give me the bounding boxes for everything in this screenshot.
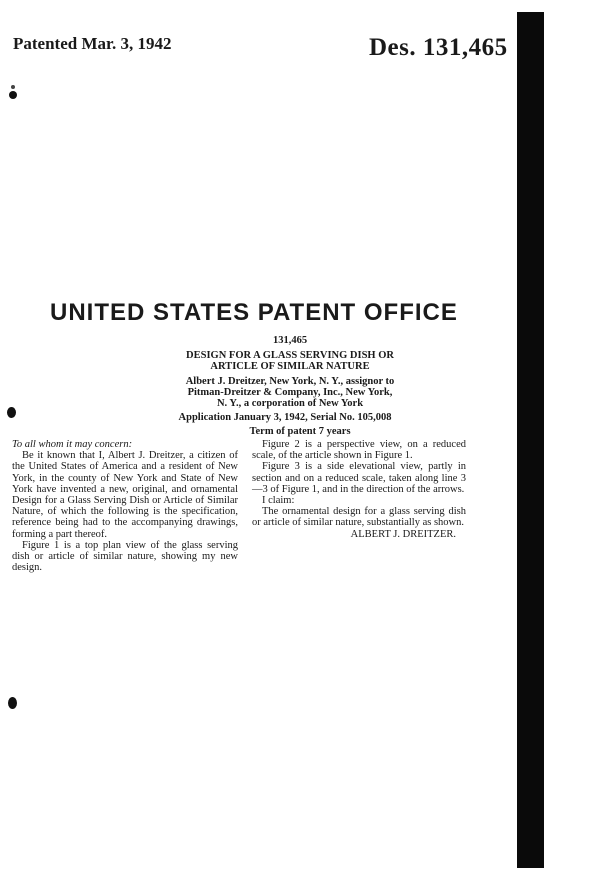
punch-hole-mark xyxy=(9,91,17,99)
paragraph: Figure 1 is a top plan view of the glass serving dish or article of similar nature, showing my new design. xyxy=(12,539,238,574)
office-title: UNITED STATES PATENT OFFICE xyxy=(50,299,458,326)
paragraph: Be it known that I, Albert J. Dreitzer, a citizen of the United States of America and a resident of New York, in the county of New York and State of New York have invented a new, original, and ornamental Design for a Glass Serving Dish or Article of Similar Nature, of which the following is the specification, reference being had to the accompanying drawings, forming a part thereof. xyxy=(12,450,238,540)
patented-date: Patented Mar. 3, 1942 xyxy=(13,34,172,53)
claim-heading: I claim: xyxy=(262,495,295,507)
patent-number: 131,465 xyxy=(272,335,308,346)
punch-hole-mark xyxy=(7,407,16,418)
term-line: Term of patent 7 years xyxy=(249,426,351,437)
paragraph: Figure 2 is a perspective view, on a reduced scale, of the article shown in Figure 1. xyxy=(252,439,466,462)
paragraph: Figure 3 is a side elevational view, partly in section and on a reduced scale, taken along line 3—3 of Figure 1, and in the direction of the arrows. xyxy=(252,461,466,495)
design-number: Des. 131,465 xyxy=(369,34,508,61)
scan-edge-bar xyxy=(517,12,544,868)
inventor-line-3: N. Y., a corporation of New York xyxy=(216,398,364,409)
claim-text: The ornamental design for a glass serving dish or article of similar nature, substantially as shown. xyxy=(252,506,466,529)
application-line: Application January 3, 1942, Serial No. 105,008 xyxy=(178,412,392,423)
punch-hole-mark xyxy=(8,697,17,709)
design-title-line-2: ARTICLE OF SIMILAR NATURE xyxy=(210,361,370,372)
speck-mark xyxy=(11,85,15,89)
salutation: To all whom it may concern: xyxy=(12,439,133,450)
left-column xyxy=(12,439,238,573)
right-column xyxy=(252,439,466,540)
inventor-line-1: Albert J. Dreitzer, New York, N. Y., assignor to xyxy=(185,376,395,387)
signature: ALBERT J. DREITZER. xyxy=(350,528,456,540)
design-title-line-1: DESIGN FOR A GLASS SERVING DISH OR xyxy=(186,350,394,361)
inventor-line-2: Pitman-Dreitzer & Company, Inc., New York, xyxy=(187,387,393,398)
